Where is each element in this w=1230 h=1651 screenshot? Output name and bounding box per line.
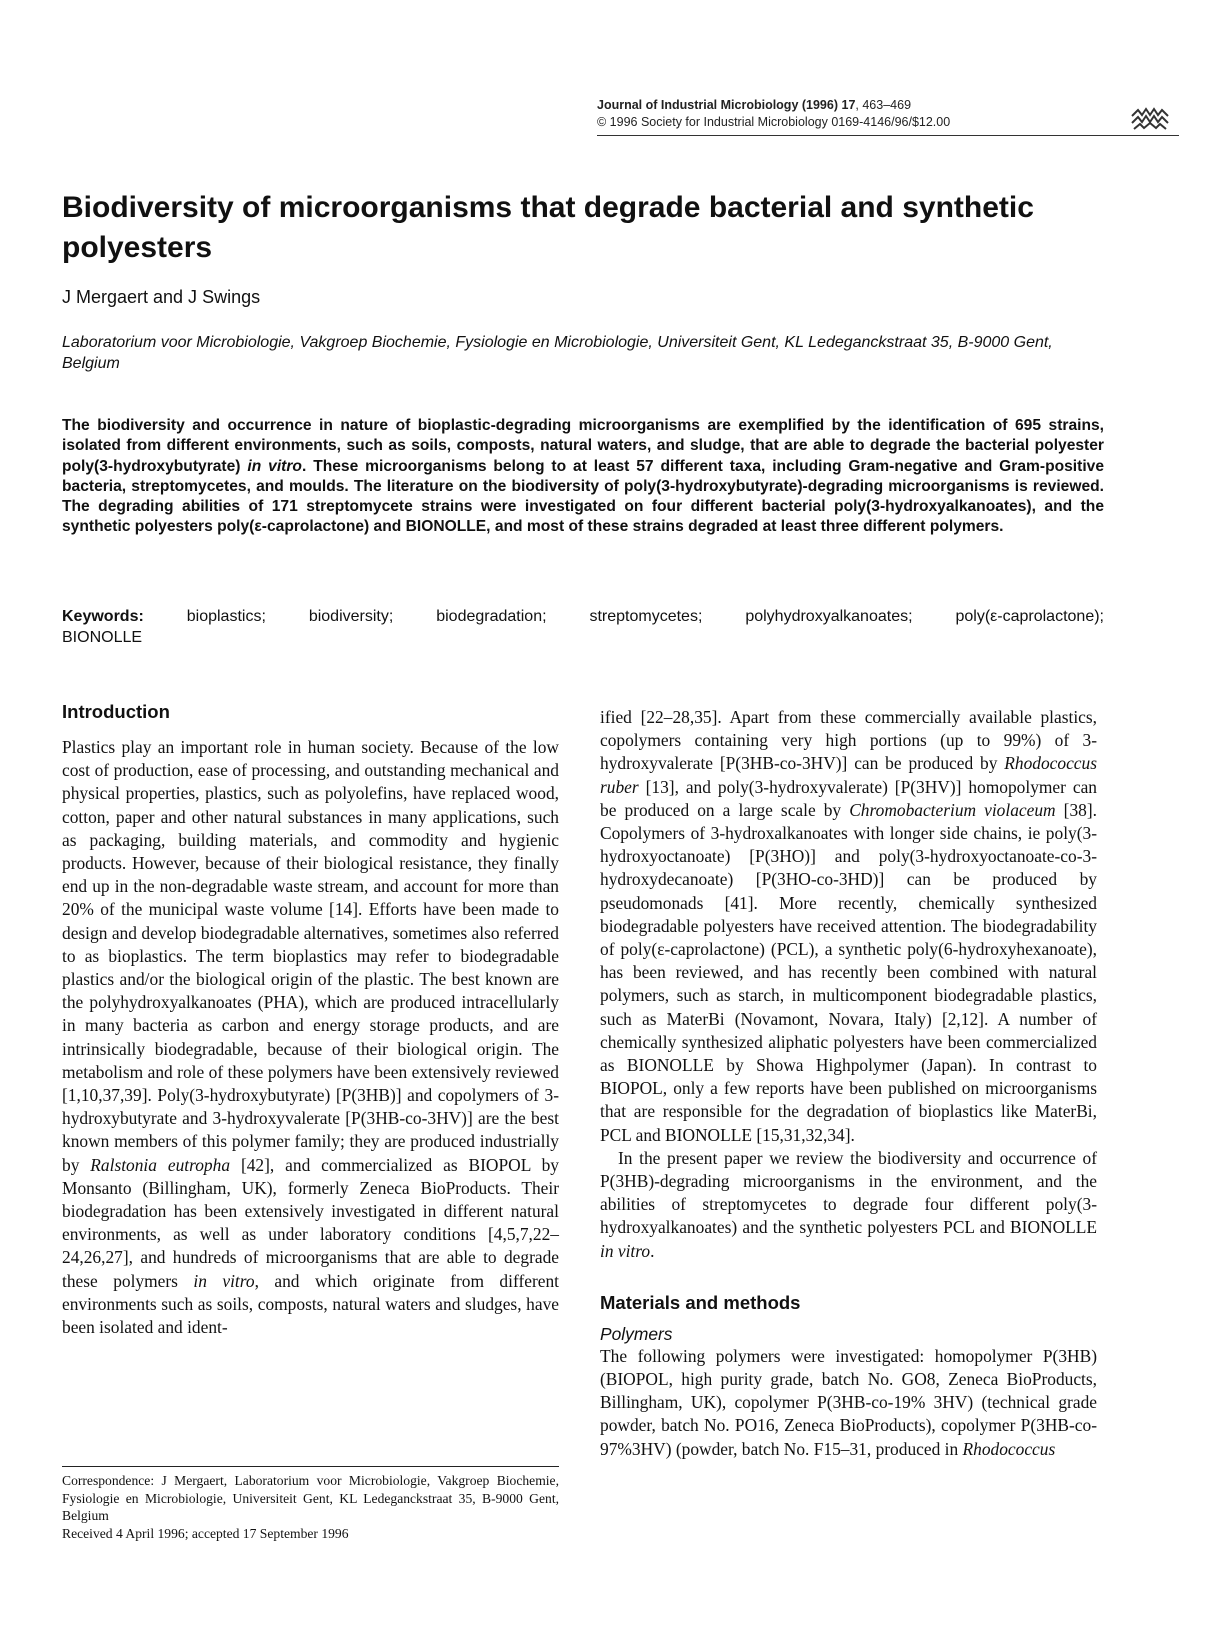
correspondence-note: Correspondence: J Mergaert, Laboratorium voor Microbiologie, Vakgroep Biochemie, Fysiologie en Microbiologie, Universiteit Gent, KL Ledeganckstraat 35, B-9000 Gent, Belgium	[62, 1473, 559, 1523]
intro-paragraph: Plastics play an important role in human society. Because of the low cost of production, ease of processing, and outstanding mechanical and physical properties, plastics, such as polyolefins, have replaced wood, cotton, paper and other natural substances in many applications, such as packaging, building materials, and commodity and hygienic products. However, because of their biological resistance, they finally end up in the non-degradable waste stream, and account for more than 20% of the municipal waste volume [14]. Efforts have been made to design and develop biodegradable alternatives, sometimes also referred to as bioplastics. The term bioplastics may refer to biodegradable plastics and/or the biological origin of the plastic. The best known are the polyhydroxyalkanoates (PHA), which are produced intracellularly in many bacteria as carbon and energy storage products, and are intrinsically biodegradable, because of their biological origin. The metabolism and role of these polymers have been extensively reviewed [1,10,37,39]. Poly(3-hydroxybutyrate) [P(3HB)] and copolymers of 3-hydroxybutyrate and 3-hydroxyvalerate [P(3HB-co-3HV)] are the best known members of this polymer family; they are produced industrially by Ralstonia eutropha [42], and commercialized as BIOPOL by Monsanto (Billingham, UK), formerly Zeneca BioProducts. Their biodegradation has been extensively investigated in different natural environments, as well as under laboratory conditions [4,5,7,22–24,26,27], and hundreds of microorganisms that are able to degrade these polymers in vitro, and which originate from different environments such as soils, composts, natural waters and sludges, have been isolated and ident-	[62, 737, 559, 1338]
article-title: Biodiversity of microorganisms that degrade bacterial and synthetic polyesters	[62, 191, 1034, 264]
header-rule	[597, 135, 1179, 136]
footnote-rule	[62, 1466, 559, 1467]
section-heading-methods: Materials and methods	[600, 1291, 801, 1313]
authors: J Mergaert and J Swings	[62, 287, 261, 307]
publisher-logo-icon	[1130, 106, 1170, 132]
keywords-continued: BIONOLLE	[62, 629, 143, 646]
keywords: Keywords: bioplastics; biodiversity; biodegradation; streptomycetes; polyhydroxyalkanoates; poly(ε-caprolactone);	[62, 608, 1104, 625]
section-heading-introduction: Introduction	[62, 701, 170, 722]
journal-citation: Journal of Industrial Microbiology (1996) 17, 463–469	[597, 98, 912, 112]
intro-paragraph-2: In the present paper we review the biodiversity and occurrence of P(3HB)-degrading microorganisms in the environment, and the abilities of streptomycetes to degrade four different poly(3-hydroxyalkanoates) and the synthetic polyesters PCL and BIONOLLE in vitro.	[600, 1147, 1097, 1261]
methods-paragraph: The following polymers were investigated: homopolymer P(3HB) (BIOPOL, high purity grade, batch No. GO8, Zeneca BioProducts, Billingham, UK), copolymer P(3HB-co-19% 3HV) (technical grade powder, batch No. PO16, Zeneca BioProducts), copolymer P(3HB-co-97%3HV) (powder, batch No. F15–31, produced in Rhodococcus	[600, 1345, 1097, 1459]
left-column	[62, 700, 559, 1339]
footnote	[62, 1472, 559, 1542]
subheading-polymers: Polymers	[600, 1323, 673, 1344]
copyright-line: © 1996 Society for Industrial Microbiology 0169-4146/96/$12.00	[597, 115, 951, 129]
intro-paragraph-continued: ified [22–28,35]. Apart from these commercially available plastics, copolymers containing very high portions (up to 99%) of 3-hydroxyvalerate [P(3HB-co-3HV)] can be produced by Rhodococcus ruber [13], and poly(3-hydroxyvalerate) [P(3HV)] homopolymer can be produced on a large scale by Chromobacterium violaceum [38]. Copolymers of 3-hydroxalkanoates with longer side chains, ie poly(3-hydroxyoctanoate) [P(3HO)] and poly(3-hydroxyoctanoate-co-3-hydroxydecanoate) [P(3HO-co-3HD)] can be produced by pseudomonads [41]. More recently, chemically synthesized biodegradable polyesters have received attention. The biodegradability of poly(ε-caprolactone) (PCL), a synthetic poly(6-hydroxyhexanoate), has been reviewed, and has recently been combined with natural polymers, such as starch, in multicomponent biodegradable plastics, such as MaterBi (Novamont, Novara, Italy) [2,12]. A number of chemically synthesized aliphatic polyesters have been commercialized as BIONOLLE by Showa Highpolymer (Japan). In contrast to BIOPOL, only a few reports have been published on microorganisms that are responsible for the degradation of bioplastics like MaterBi, PCL and BIONOLLE [15,31,32,34].	[600, 707, 1097, 1145]
right-column	[600, 706, 1097, 1461]
abstract: The biodiversity and occurrence in nature of bioplastic-degrading microorganisms are exemplified by the identification of 695 strains, isolated from different environments, such as soils, composts, natural waters, and sludge, that are able to degrade the bacterial polyester poly(3-hydroxybutyrate) in vitro. These microorganisms belong to at least 57 different taxa, including Gram-negative and Gram-positive bacteria, streptomycetes, and moulds. The literature on the biodiversity of poly(3-hydroxybutyrate)-degrading microorganisms is reviewed. The degrading abilities of 171 streptomycete strains were investigated on four different bacterial poly(3-hydroxyalkanoates), and the synthetic polyesters poly(ε-caprolactone) and BIONOLLE, and most of these strains degraded at least three different polymers.	[62, 417, 1104, 536]
affiliation: Laboratorium voor Microbiologie, Vakgroep Biochemie, Fysiologie en Microbiologie, Universiteit Gent, KL Ledeganckstraat 35, B-9000 Gent, Belgium	[62, 334, 1053, 372]
received-note: Received 4 April 1996; accepted 17 September 1996	[62, 1525, 349, 1541]
journal-header	[597, 97, 1187, 131]
